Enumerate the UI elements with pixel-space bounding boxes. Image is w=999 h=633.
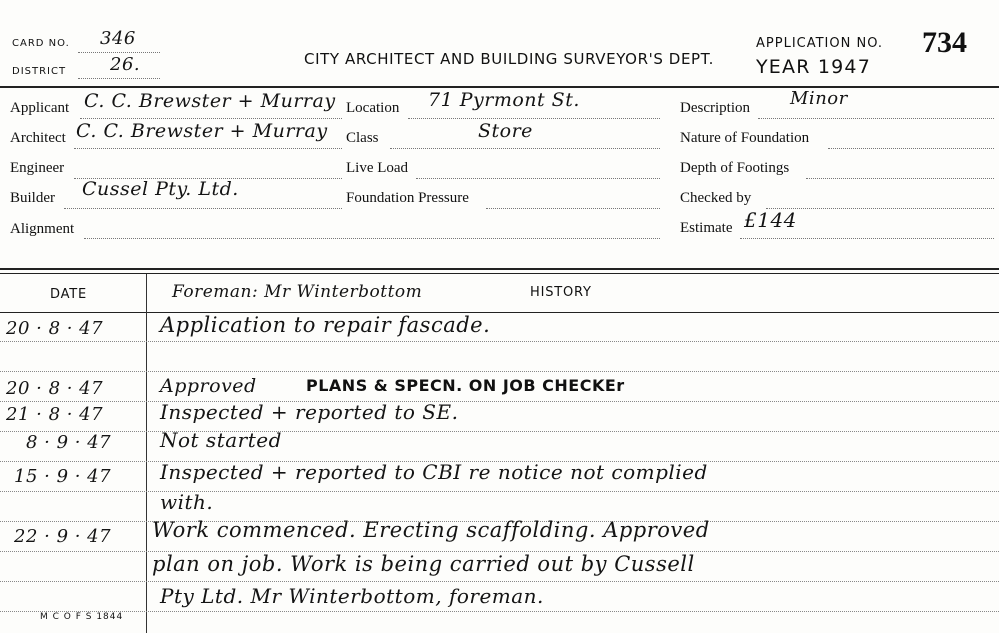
card-no-line bbox=[78, 52, 160, 53]
builder-line bbox=[64, 208, 342, 209]
alignment-label: Alignment bbox=[10, 221, 75, 237]
date-header: DATE bbox=[50, 287, 88, 302]
date-column-divider bbox=[146, 274, 147, 633]
history-header: HISTORY bbox=[530, 285, 592, 300]
alignment-line bbox=[84, 238, 660, 239]
checked-by-label: Checked by bbox=[680, 190, 752, 206]
history-text: Application to repair fascade. bbox=[160, 313, 491, 337]
history-line bbox=[0, 341, 999, 342]
history-text: with. bbox=[160, 490, 214, 514]
history-text: Pty Ltd. Mr Winterbottom, foreman. bbox=[160, 584, 544, 608]
nature-line bbox=[828, 148, 994, 149]
architect-line bbox=[74, 148, 342, 149]
builder-value: Cussel Pty. Ltd. bbox=[82, 178, 239, 200]
header-rule bbox=[0, 86, 999, 88]
card-no-value: 346 bbox=[100, 28, 136, 49]
history-line bbox=[0, 581, 999, 582]
history-date: 20 · 8 · 47 bbox=[6, 378, 104, 399]
history-date: 21 · 8 · 47 bbox=[6, 404, 104, 425]
plans-checked-stamp: PLANS & SPECN. ON JOB CHECKEr bbox=[306, 376, 625, 395]
district-value: 26. bbox=[110, 54, 141, 75]
history-line bbox=[0, 611, 999, 612]
history-text: Inspected + reported to SE. bbox=[160, 400, 459, 424]
history-top-rule-2 bbox=[0, 273, 999, 274]
district-line bbox=[78, 78, 160, 79]
applicant-line bbox=[80, 118, 342, 119]
year-label: YEAR 1947 bbox=[756, 56, 872, 78]
history-date: 8 · 9 · 47 bbox=[26, 432, 112, 453]
history-text: plan on job. Work is being carried out by Cussell bbox=[152, 552, 695, 576]
class-value: Store bbox=[478, 120, 533, 142]
history-line bbox=[0, 401, 999, 402]
form-code: M C O F S 1844 bbox=[40, 612, 124, 622]
description-label: Description bbox=[680, 100, 750, 116]
description-line bbox=[758, 118, 994, 119]
nature-of-foundation-label: Nature of Foundation bbox=[680, 130, 810, 146]
applicant-value: C. C. Brewster + Murray bbox=[84, 90, 336, 112]
history-header-rule bbox=[0, 312, 999, 313]
application-no-label: APPLICATION NO. bbox=[756, 36, 884, 51]
history-line bbox=[0, 431, 999, 432]
history-line bbox=[0, 371, 999, 372]
history-date: 22 · 9 · 47 bbox=[14, 526, 112, 547]
applicant-label: Applicant bbox=[10, 100, 70, 116]
live-load-label: Live Load bbox=[346, 160, 409, 176]
location-value: 71 Pyrmont St. bbox=[428, 89, 580, 111]
history-text: Not started bbox=[160, 428, 282, 452]
card-no-label: CARD NO. bbox=[12, 38, 70, 49]
foreman-note: Foreman: Mr Winterbottom bbox=[172, 282, 423, 302]
live-load-line bbox=[416, 178, 660, 179]
department-title: CITY ARCHITECT AND BUILDING SURVEYOR'S DEPT. bbox=[304, 50, 715, 68]
district-label: DISTRICT bbox=[12, 66, 67, 77]
depth-line bbox=[806, 178, 994, 179]
application-no-value: 734 bbox=[922, 26, 967, 59]
estimate-value: £144 bbox=[744, 208, 797, 232]
estimate-label: Estimate bbox=[680, 220, 733, 236]
class-label: Class bbox=[346, 130, 379, 146]
foundation-pressure-label: Foundation Pressure bbox=[346, 190, 469, 206]
history-text: Inspected + reported to CBI re notice not complied bbox=[160, 460, 708, 484]
history-date: 15 · 9 · 47 bbox=[14, 466, 112, 487]
history-top-rule bbox=[0, 268, 999, 270]
description-value: Minor bbox=[790, 88, 848, 109]
engineer-label: Engineer bbox=[10, 160, 65, 176]
history-date: 20 · 8 · 47 bbox=[6, 318, 104, 339]
history-text: Work commenced. Erecting scaffolding. Approved bbox=[152, 518, 710, 542]
depth-of-footings-label: Depth of Footings bbox=[680, 160, 790, 176]
architect-label: Architect bbox=[10, 130, 66, 146]
location-label: Location bbox=[346, 100, 400, 116]
architect-value: C. C. Brewster + Murray bbox=[76, 120, 328, 142]
history-line bbox=[0, 491, 999, 492]
location-line bbox=[408, 118, 660, 119]
builder-label: Builder bbox=[10, 190, 55, 206]
foundation-pressure-line bbox=[486, 208, 660, 209]
history-text: Approved bbox=[160, 375, 257, 397]
estimate-line bbox=[740, 238, 994, 239]
checked-by-line bbox=[766, 208, 994, 209]
class-line bbox=[390, 148, 660, 149]
